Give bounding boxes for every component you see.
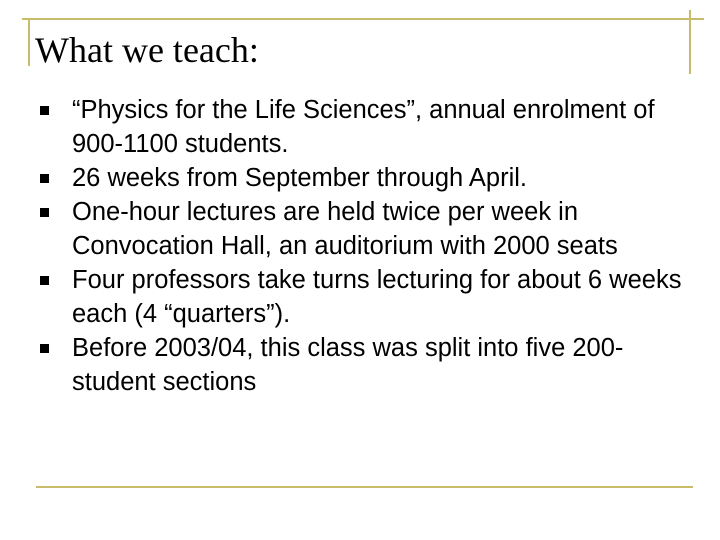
top-divider <box>22 18 704 20</box>
bullet-text: One-hour lectures are held twice per week in Convocation Hall, an auditorium with 2000 seats <box>72 198 618 260</box>
bottom-divider <box>36 486 693 488</box>
square-bullet-icon <box>40 208 49 217</box>
square-bullet-icon <box>40 276 49 285</box>
bullet-item <box>34 195 694 263</box>
right-divider <box>689 10 691 74</box>
square-bullet-icon <box>40 344 49 353</box>
bullet-list <box>34 93 694 399</box>
square-bullet-icon <box>40 106 49 115</box>
bullet-text: Four professors take turns lecturing for about 6 weeks each (4 “quarters”). <box>72 266 682 328</box>
bullet-text: Before 2003/04, this class was split into five 200-student sections <box>72 334 624 396</box>
bullet-text: 26 weeks from September through April. <box>72 164 527 192</box>
square-bullet-icon <box>40 174 49 183</box>
left-divider <box>28 18 30 66</box>
bullet-text: “Physics for the Life Sciences”, annual enrolment of 900-1100 students. <box>72 96 655 158</box>
bullet-item <box>34 331 694 399</box>
bullet-item <box>34 263 694 331</box>
bullet-item <box>34 93 694 161</box>
slide-title: What we teach: <box>35 30 259 70</box>
bullet-item <box>34 161 694 195</box>
